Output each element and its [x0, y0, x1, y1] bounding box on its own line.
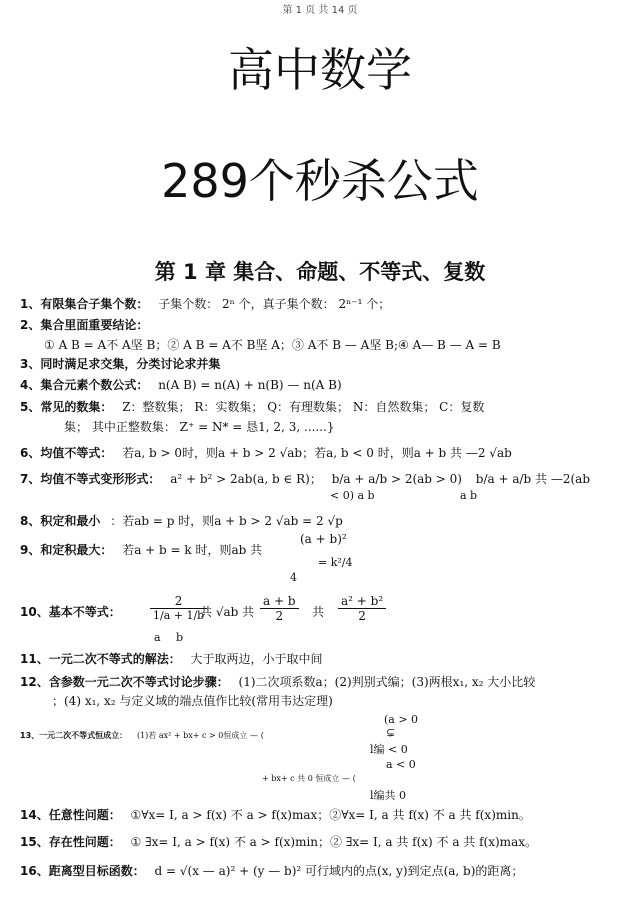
formula-4-label: 4、集合元素个数公式：: [20, 378, 149, 392]
formula-7-sub2: a b: [460, 489, 478, 502]
formula-2-label: 2、集合里面重要结论：: [20, 318, 149, 332]
formula-14-label: 14、任意性问题：: [20, 808, 121, 822]
formula-13-case4: l编共 0: [370, 789, 407, 802]
formula-10-frac1-num: 2: [150, 594, 207, 609]
formula-1-label: 1、有限集合子集个数：: [20, 297, 149, 311]
formula-10-frac2-den: 2: [275, 609, 284, 623]
formula-14-text: ①∀x= I, a > f(x) 不 a > f(x)max；②∀x= I, a 共 f(x) 不 a 共 f(x)min。: [130, 808, 531, 822]
formula-16-text: d = √(x — a)² + (y — b)² 可行域内的点(x, y)到定点(a, b)的距离；: [154, 864, 524, 878]
formula-4-text: n(A B) = n(A) + n(B) — n(A B): [158, 378, 342, 392]
formula-11-label: 11、一元二次不等式的解法：: [20, 652, 181, 666]
formula-10-mid: 共 √ab 共: [200, 605, 255, 619]
formula-1-text: 子集个数： 2ⁿ 个，真子集个数： 2ⁿ⁻¹ 个；: [158, 297, 391, 311]
formula-10-frac3: [338, 594, 386, 623]
formula-6-text: 若a, b > 0时，则a + b > 2 √ab；若a, b < 0 时，则a + b 共 —2 √ab: [122, 446, 512, 460]
formula-16-label: 16、距离型目标函数：: [20, 864, 145, 878]
formula-13-case1: (a > 0: [384, 713, 419, 726]
formula-13-case3: a < 0: [386, 758, 416, 771]
formula-10-frac3-den: 2: [358, 609, 366, 623]
formula-10-frac1-den: 1/a + 1/b: [153, 609, 205, 622]
formula-5-line2: 集； 其中正整数集： Z⁺ = N* = 恳1, 2, 3, ......}: [64, 420, 335, 434]
formula-12-text: (1)二次项系数a；(2)判别式编；(3)两根x₁, x₂ 大小比较: [238, 675, 536, 689]
formula-10-frac2: [260, 594, 299, 623]
formula-13-label: 13、一元二次不等式恒成立：: [20, 731, 128, 740]
formula-4: [20, 376, 342, 393]
formula-13-case1b: ⊊: [386, 726, 396, 739]
formula-10-frac3-num: a² + b²: [338, 594, 386, 609]
formula-15-text: ① ∃x= I, a > f(x) 不 a > f(x)min；② ∃x= I, a 共 f(x) 不 a 共 f(x)max。: [130, 835, 537, 849]
formula-13-line2: + bx+ c 共 0 恒成立 — ⟨: [262, 774, 356, 783]
formula-3: [20, 355, 226, 372]
formula-9-den2: 4: [290, 571, 297, 584]
formula-16: [20, 862, 523, 879]
formula-7: [20, 470, 590, 487]
formula-12-label: 12、含参数一元二次不等式讨论步骤：: [20, 675, 229, 689]
formula-9: [20, 541, 262, 558]
formula-11: [20, 650, 323, 667]
page-header: 第 1 页 共 14 页: [282, 5, 358, 16]
formula-8-text: ：若ab = p 时，则a + b > 2 √ab = 2 √p: [110, 514, 343, 528]
document-title: 高中数学: [228, 43, 412, 97]
formula-8: [20, 512, 343, 529]
formula-3-label: 3、同时满足求交集，分类讨论求并集: [20, 357, 221, 371]
formula-10-frac1: [150, 594, 207, 623]
formula-10-label: 10、基本不等式：: [20, 605, 121, 619]
formula-5-text: Z：整数集； R：实数集； Q：有理数集； N：自然数集； C：复数: [122, 400, 485, 414]
formula-8-label: 8、积定和最小: [20, 514, 101, 528]
formula-9-den1: = k²/4: [318, 556, 353, 569]
formula-7-sub1: < 0) a b: [330, 489, 375, 502]
formula-7-frac1: b/a + a/b > 2(ab > 0): [331, 472, 462, 486]
chapter-heading: 第 1 章 集合、命题、不等式、复数: [154, 260, 486, 284]
formula-10-sub-a: a: [154, 631, 161, 644]
formula-5-label: 5、常见的数集：: [20, 400, 113, 414]
document-subtitle: 289个秒杀公式: [161, 154, 479, 208]
formula-7-frac2: b/a + a/b 共 —2(ab: [475, 472, 591, 486]
formula-5: [20, 398, 484, 415]
formula-11-text: 大于取两边，小于取中间: [190, 652, 323, 666]
formula-13: [20, 727, 264, 741]
formula-10-frac2-num: a + b: [260, 594, 299, 609]
formula-12: [20, 673, 535, 690]
formula-6: [20, 444, 512, 461]
formula-9-num: (a + b)²: [300, 532, 347, 546]
formula-9-text: 若a + b = k 时，则ab 共: [122, 543, 263, 557]
formula-15: [20, 833, 537, 850]
formula-12-line2: ；(4) x₁, x₂ 与定义域的端点值作比较(常用韦达定理): [52, 694, 333, 708]
formula-2: [20, 316, 154, 333]
formula-14: [20, 806, 531, 823]
formula-7-label: 7、均值不等式变形形式：: [20, 472, 161, 486]
formula-2-text: ① A B = A不 A坚 B；② A B = A不 B坚 A；③ A不 B — A坚 B;④ A— B — A = B: [44, 338, 501, 352]
formula-10-sub-b: b: [176, 631, 184, 644]
formula-9-label: 9、和定积最大：: [20, 543, 113, 557]
formula-13-text: (1)若 ax² + bx+ c > 0恒成立 — ⟨: [136, 731, 264, 740]
formula-6-label: 6、均值不等式：: [20, 446, 113, 460]
formula-10: [20, 603, 127, 620]
formula-1: [20, 295, 390, 312]
formula-15-label: 15、存在性问题：: [20, 835, 121, 849]
formula-13-case2: l编 < 0: [370, 743, 408, 756]
formula-10-mid2: 共: [312, 605, 325, 619]
formula-7-text: a² + b² > 2ab(a, b ∈ R)；: [170, 472, 322, 486]
